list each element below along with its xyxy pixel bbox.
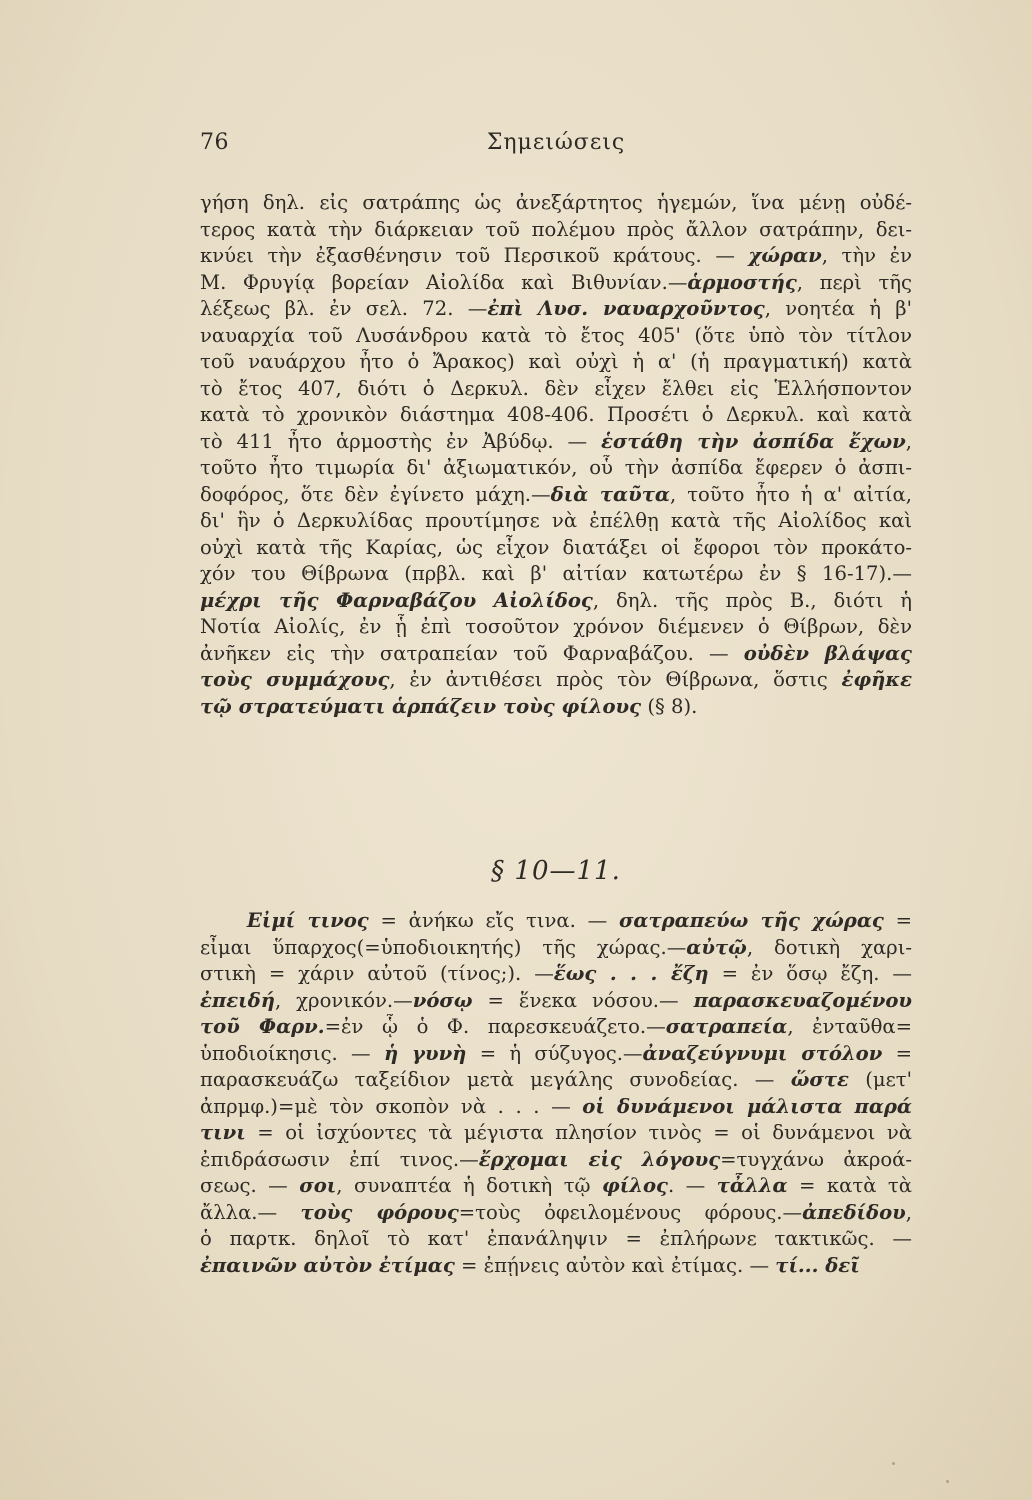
lemma-term: χώραν bbox=[748, 244, 822, 267]
text-line bbox=[200, 190, 912, 217]
text-line bbox=[200, 1120, 912, 1147]
text-line bbox=[200, 482, 912, 509]
lemma-term: ἔρχομαι εἰς λόγους bbox=[478, 1147, 721, 1171]
line-text: ὑποδιοίκησις. — bbox=[200, 1041, 384, 1065]
line-text: , δηλ. τῆς πρὸς Β., διότι ἡ bbox=[592, 588, 912, 612]
lemma-term: παρασκευαζομένου bbox=[693, 988, 912, 1012]
line-text: =τυγχάνω ἀκροά- bbox=[720, 1147, 912, 1171]
text-line bbox=[200, 535, 912, 562]
line-text: , χρονικόν.— bbox=[274, 988, 413, 1012]
lemma-term: σοι bbox=[299, 1174, 337, 1197]
text-line bbox=[200, 935, 912, 962]
line-text: κνύει τὴν ἐξασθένησιν τοῦ Περσικοῦ κράτους. — bbox=[200, 244, 749, 267]
running-title: Σημειώσεις bbox=[486, 130, 626, 155]
text-line bbox=[200, 1226, 912, 1253]
text-line bbox=[200, 455, 912, 482]
lemma-term: ὥστε bbox=[790, 1068, 849, 1091]
text-line bbox=[200, 1094, 912, 1121]
line-text: τοῦ ναυάρχου ἦτο ὁ Ἄρακος) καὶ οὐχὶ ἡ α' (ἡ πραγματική) κατὰ bbox=[200, 350, 912, 373]
lemma-term: φίλος bbox=[602, 1174, 668, 1197]
line-text bbox=[200, 909, 247, 932]
line-text: = bbox=[882, 1041, 912, 1065]
text-line bbox=[200, 349, 912, 376]
lemma-term: τἆλλα bbox=[716, 1174, 788, 1197]
line-text: , ἐν ἀντιθέσει πρὸς τὸν Θίβρωνα, ὅστις bbox=[389, 668, 842, 691]
line-text: εἶμαι ὕπαρχος(=ὑποδιοικητής) τῆς χώρας.— bbox=[200, 935, 687, 959]
text-line bbox=[200, 561, 912, 588]
lemma-term: ἁρμοστής bbox=[687, 270, 797, 294]
line-text: παρασκευάζω ταξείδιον μετὰ μεγάλης συνοδείας. — bbox=[200, 1068, 791, 1091]
line-text: ναυαρχία τοῦ Λυσάνδρου κατὰ τὸ ἔτος 405' (ὅτε ὑπὸ τὸν τίτλον bbox=[200, 323, 912, 347]
line-text: , bbox=[905, 1200, 912, 1224]
lemma-term: ἀναζεύγνυμι στόλον bbox=[642, 1041, 883, 1065]
lemma-term: οἱ δυνάμενοι μάλιστα παρά bbox=[582, 1094, 912, 1118]
line-text: χόν του Θίβρωνα (πρβλ. καὶ β' αἰτίαν κατωτέρω ἐν § 16-17).— bbox=[200, 562, 912, 585]
text-line bbox=[200, 1014, 912, 1041]
text-line bbox=[200, 270, 912, 297]
line-text: τὸ 411 ἦτο ἁρμοστὴς ἐν Ἀβύδῳ. — bbox=[200, 429, 601, 453]
paper-speck bbox=[946, 1480, 949, 1483]
line-text: . — bbox=[667, 1174, 717, 1197]
line-text: γήση δηλ. εἰς σατράπης ὡς ἀνεξάρτητος ἡγεμών, ἵνα μένῃ οὐδέ- bbox=[200, 191, 912, 214]
lemma-term: ἀπεδίδου bbox=[802, 1200, 906, 1224]
glossary-paragraph bbox=[200, 908, 912, 1279]
text-line bbox=[200, 296, 912, 323]
line-text: , περὶ τῆς bbox=[796, 270, 912, 294]
text-line bbox=[200, 961, 912, 988]
line-text: κατὰ τὸ χρονικὸν διάστημα 408-406. Προσέτι ὁ Δερκυλ. καὶ κατὰ bbox=[200, 403, 912, 426]
line-text: ἐπιδράσωσιν ἐπί τινος.— bbox=[200, 1147, 479, 1171]
line-text: , συναπτέα ἡ δοτικὴ τῷ bbox=[336, 1174, 603, 1197]
line-text: , νοητέα ἡ β' bbox=[764, 297, 912, 320]
lemma-term: ἡ γυνὴ bbox=[383, 1041, 467, 1065]
line-text: Νοτία Αἰολίς, ἐν ᾗ ἐπὶ τοσοῦτον χρόνον διέμενεν ὁ Θίβρων, δὲν bbox=[200, 615, 912, 638]
lemma-term: ἑστάθη τὴν ἀσπίδα ἔχων bbox=[600, 429, 906, 453]
text-line bbox=[200, 508, 912, 535]
text-line bbox=[200, 908, 912, 935]
lemma-term: τινι bbox=[200, 1121, 246, 1144]
paper-speck bbox=[892, 1462, 895, 1465]
lemma-term: διὰ ταῦτα bbox=[550, 482, 670, 506]
text-line bbox=[200, 641, 912, 668]
text-line bbox=[200, 614, 912, 641]
text-line bbox=[200, 1067, 912, 1094]
lemma-term: νόσῳ bbox=[412, 988, 473, 1012]
line-text: =τοὺς ὀφειλομένους φόρους.— bbox=[458, 1200, 803, 1224]
lemma-term: τοῦ Φαρν. bbox=[200, 1015, 325, 1038]
line-text: = οἱ ἰσχύοντες τὰ μέγιστα πλησίον τινὸς = οἱ δυνάμενοι νὰ bbox=[245, 1121, 912, 1144]
line-text: δι' ἣν ὁ Δερκυλίδας προυτίμησε νὰ ἐπέλθῃ κατὰ τῆς Αἰολίδος καὶ bbox=[200, 509, 912, 532]
text-line bbox=[200, 694, 912, 721]
line-text: τερος κατὰ τὴν διάρκειαν τοῦ πολέμου πρὸς ἄλλον σατράπην, δει- bbox=[200, 217, 912, 241]
line-text: δοφόρος, ὅτε δὲν ἐγίνετο μάχη.— bbox=[200, 482, 551, 506]
lemma-term: αὐτῷ bbox=[686, 935, 747, 959]
page-header bbox=[200, 130, 912, 170]
notes-paragraph bbox=[200, 190, 912, 720]
text-line bbox=[200, 217, 912, 244]
line-text: (§ 8). bbox=[641, 694, 698, 718]
text-line bbox=[200, 988, 912, 1015]
line-text: ὁ παρτκ. δηλοῖ τὸ κατ' ἐπανάληψιν = ἐπλήρωνε τακτικῶς. — bbox=[200, 1227, 912, 1250]
text-line bbox=[200, 588, 912, 615]
line-text: = bbox=[883, 909, 912, 932]
line-text: στικὴ = χάριν αὐτοῦ (τίνος;). — bbox=[200, 962, 554, 985]
line-text: οὐχὶ κατὰ τῆς Καρίας, ὡς εἶχον διατάξει οἱ ἔφοροι τὸν προκάτο- bbox=[200, 535, 912, 559]
line-text: σεως. — bbox=[200, 1174, 300, 1197]
line-text: , τοῦτο ἦτο ἡ α' αἰτία, bbox=[669, 482, 912, 506]
lemma-term: ἐπὶ Λυσ. ναυαρχοῦντος bbox=[487, 297, 765, 320]
line-text: = ἕνεκα νόσου.— bbox=[472, 988, 694, 1012]
text-line bbox=[200, 1173, 912, 1200]
lemma-term: Εἰμί τινος bbox=[246, 909, 369, 932]
line-text: , bbox=[905, 429, 912, 453]
lemma-term: τοὺς συμμάχους bbox=[200, 668, 390, 691]
line-text: =ἐν ᾧ ὁ Φ. παρεσκευάζετο.— bbox=[324, 1015, 666, 1038]
lemma-term: ἐπαινῶν αὐτὸν ἐτίμας bbox=[200, 1253, 455, 1277]
line-text: τοῦτο ἦτο τιμωρία δι' ἀξιωματικόν, οὗ τὴν ἀσπίδα ἔφερεν ὁ ἀσπι- bbox=[200, 456, 912, 479]
line-text: = ἐπῄνεις αὐτὸν καὶ ἐτίμας. — bbox=[454, 1253, 776, 1277]
text-line bbox=[200, 1253, 912, 1280]
text-line bbox=[200, 1147, 912, 1174]
lemma-term: τοὺς φόρους bbox=[300, 1200, 459, 1224]
line-text: (μετ' bbox=[848, 1068, 912, 1091]
page-number: 76 bbox=[200, 130, 229, 155]
text-line bbox=[200, 1200, 912, 1227]
lemma-term: ἕως . . . ἔζη bbox=[553, 962, 709, 985]
text-line bbox=[200, 323, 912, 350]
line-text: , τὴν ἐν bbox=[821, 244, 912, 267]
text-line bbox=[200, 429, 912, 456]
line-text: ἀπρμφ.)=μὲ τὸν σκοπὸν νὰ . . . — bbox=[200, 1094, 583, 1118]
lemma-term: σατραπεία bbox=[665, 1015, 788, 1038]
text-line bbox=[200, 667, 912, 694]
section-heading: § 10—11. bbox=[491, 856, 621, 886]
text-line bbox=[200, 1041, 912, 1068]
lemma-term: τί... δεῖ bbox=[775, 1253, 860, 1277]
line-text: τὸ ἔτος 407, διότι ὁ Δερκυλ. δὲν εἶχεν ἔλθει εἰς Ἑλλήσποντον bbox=[200, 376, 912, 400]
line-text: λέξεως βλ. ἐν σελ. 72. — bbox=[200, 297, 488, 320]
text-line bbox=[200, 402, 912, 429]
line-text: ἀνῆκεν εἰς τὴν σατραπείαν τοῦ Φαρναβάζου. — bbox=[200, 641, 744, 665]
lemma-term: τῷ στρατεύματι ἁρπάζειν τοὺς φίλους bbox=[200, 694, 642, 718]
lemma-term: οὐδὲν βλάψας bbox=[743, 641, 912, 665]
line-text: = ἀνήκω εἴς τινα. — bbox=[368, 909, 619, 932]
line-text: , ἐνταῦθα= bbox=[787, 1015, 912, 1038]
lemma-term: ἐπειδή bbox=[200, 988, 275, 1012]
line-text: = ἡ σύζυγος.— bbox=[466, 1041, 643, 1065]
line-text: = ἐν ὅσῳ ἔζη. — bbox=[708, 962, 912, 985]
text-line bbox=[200, 243, 912, 270]
lemma-term: ἐφῆκε bbox=[841, 668, 912, 691]
line-text: , δοτικὴ χαρι- bbox=[746, 935, 912, 959]
line-text: Μ. Φρυγίᾳ βορείαν Αἰολίδα καὶ Βιθυνίαν.— bbox=[200, 270, 688, 294]
line-text: ἄλλα.— bbox=[200, 1200, 301, 1224]
line-text: = κατὰ τὰ bbox=[787, 1174, 912, 1197]
lemma-term: μέχρι τῆς Φαρναβάζου Αἰολίδος bbox=[200, 588, 593, 612]
text-line bbox=[200, 376, 912, 403]
lemma-term: σατραπεύω τῆς χώρας bbox=[618, 909, 884, 932]
